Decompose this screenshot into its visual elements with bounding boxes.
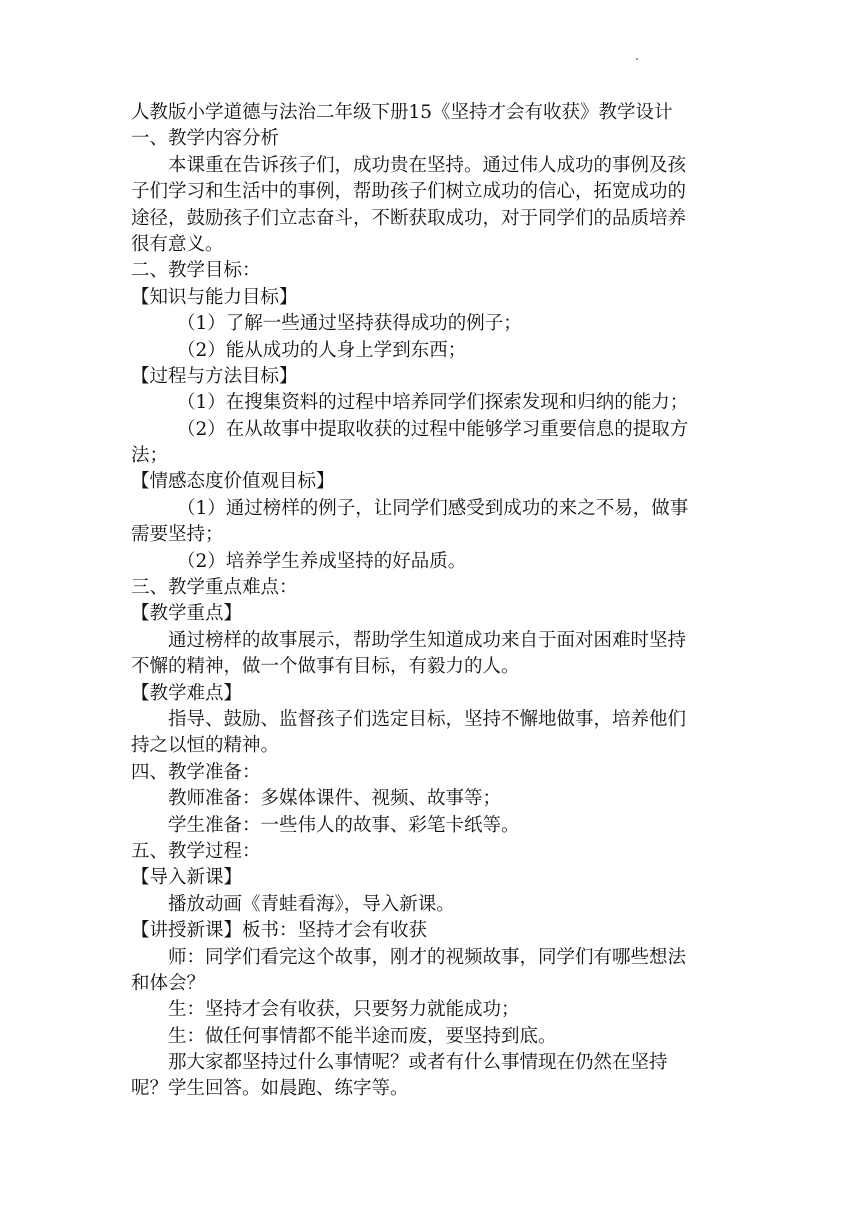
text-line: 播放动画《青蛙看海》，导入新课。: [168, 893, 455, 915]
text-line: 途径，鼓励孩子们立志奋斗，不断获取成功，对于同学们的品质培养: [131, 207, 687, 229]
text-line: 五、教学过程：: [131, 840, 261, 862]
text-line: 和体会？: [131, 972, 206, 994]
text-line: （2）培养学生养成坚持的好品质。: [177, 550, 467, 572]
text-line: （2）能从成功的人身上学到东西；: [177, 339, 467, 361]
text-line: 持之以恒的精神。: [131, 735, 280, 757]
document-title: 人教版小学道德与法治二年级下册15《坚持才会有收获》教学设计: [131, 102, 673, 123]
text-line: 那大家都坚持过什么事情呢？或者有什么事情现在仍然在坚持: [168, 1052, 668, 1074]
text-line: 指导、鼓励、监督孩子们选定目标，坚持不懈地做事，培养他们: [168, 708, 687, 730]
text-line: 一、教学内容分析: [131, 128, 280, 150]
text-line: 师：同学们看完这个故事，刚才的视频故事，同学们有哪些想法: [168, 946, 687, 968]
text-line: 子们学习和生活中的事例，帮助孩子们树立成功的信心，拓宽成功的: [131, 181, 687, 203]
text-line: 不懈的精神，做一个做事有目标，有毅力的人。: [131, 656, 520, 678]
text-line: 【情感态度价值观目标】: [131, 471, 335, 493]
text-line: 教师准备：多媒体课件、视频、故事等；: [168, 788, 502, 810]
text-line: （1）了解一些通过坚持获得成功的例子；: [177, 313, 522, 335]
text-line: 生：坚持才会有收获，只要努力就能成功；: [168, 999, 520, 1021]
text-line: 【导入新课】: [131, 867, 243, 889]
text-line: 【教学难点】: [131, 682, 243, 704]
text-line: （1）在搜集资料的过程中培养同学们探索发现和归纳的能力；: [177, 392, 689, 414]
text-line: （1）通过榜样的例子，让同学们感受到成功的来之不易，做事: [177, 497, 689, 519]
text-line: 四、教学准备：: [131, 761, 261, 783]
text-line: 【教学重点】: [131, 603, 243, 625]
text-line: （2）在从故事中提取收获的过程中能够学习重要信息的提取方: [177, 418, 689, 440]
text-line: 【过程与方法目标】: [131, 365, 298, 387]
text-line: 法；: [131, 445, 169, 467]
text-line: 生：做任何事情都不能半途而废，要坚持到底。: [168, 1025, 557, 1047]
text-line: 需要坚持；: [131, 524, 224, 546]
text-line: 【知识与能力目标】: [131, 286, 298, 308]
text-line: 学生准备：一些伟人的故事、彩笔卡纸等。: [168, 814, 520, 836]
document-body: [131, 100, 733, 1103]
text-line: 很有意义。: [131, 233, 224, 255]
text-line: 本课重在告诉孩子们，成功贵在坚持。通过伟人成功的事例及孩: [168, 154, 687, 176]
text-line: 三、教学重点难点：: [131, 577, 298, 599]
text-line: 通过榜样的故事展示，帮助学生知道成功来自于面对困难时坚持: [168, 629, 687, 651]
text-line: 呢？学生回答。如晨跑、练字等。: [131, 1078, 409, 1100]
text-line: 二、教学目标：: [131, 260, 261, 282]
page-mark: [636, 58, 638, 60]
text-line: 【讲授新课】板书：坚持才会有收获: [131, 920, 428, 942]
